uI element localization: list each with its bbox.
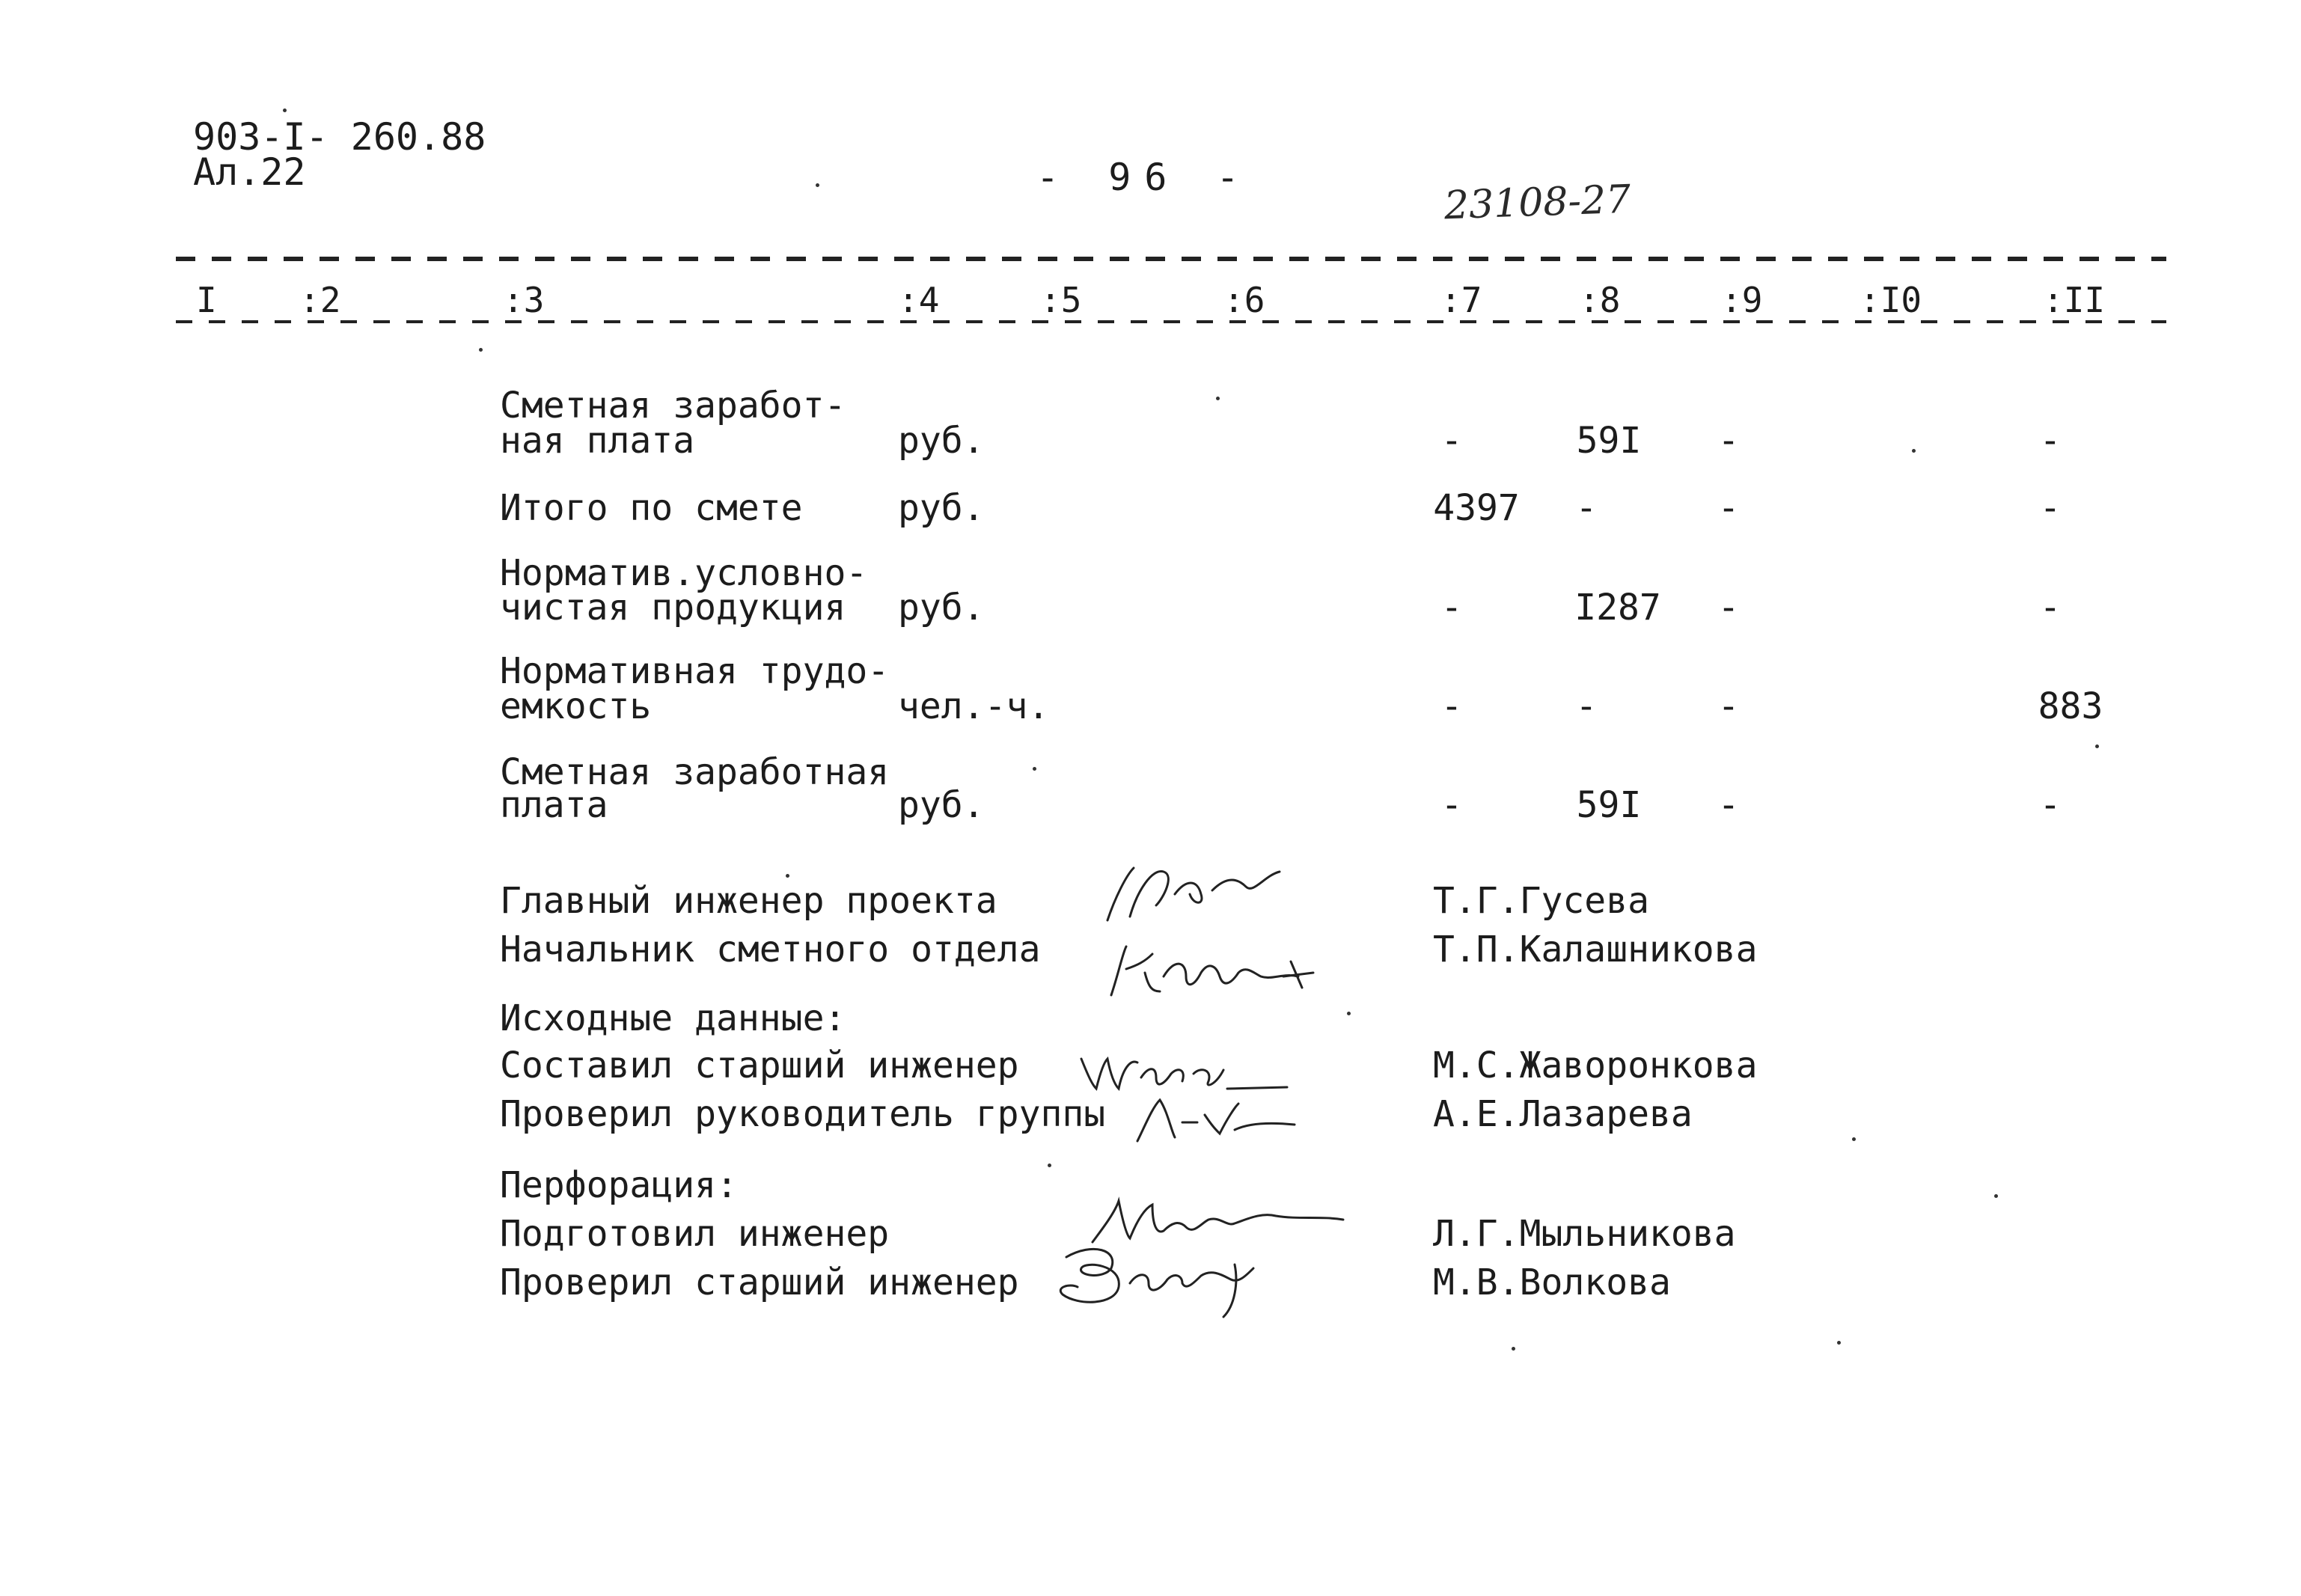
handwritten-inventory-number: 23108-27 [1443,177,1632,229]
row-name-line2: емкость [500,685,652,727]
row-col8: - [1575,685,1598,727]
row-col11: 883 [2038,685,2103,727]
row-col9: - [1717,487,1740,529]
row-unit: руб. [898,420,985,462]
scan-speck [816,183,819,187]
page-number: - 96 - [1036,156,1253,199]
row-col9: - [1717,420,1740,462]
row-col7: - [1440,784,1463,826]
prepared-title: Подготовил инженер [500,1213,890,1255]
scan-speck [1048,1164,1051,1167]
column-number: :3 [503,280,545,320]
checked-group-name: А.Е.Лазарева [1433,1093,1693,1135]
scan-speck [1512,1347,1515,1351]
row-col7: 4397 [1433,487,1520,529]
estimate-head-title: Начальник сметного отдела [500,929,1041,970]
scan-speck [1912,449,1916,453]
row-col8: I287 [1574,587,1661,629]
signature-lazareva [1122,1089,1302,1149]
row-col9: - [1717,587,1740,629]
scan-speck [1216,397,1220,400]
signature-kalashnikova [1104,932,1328,1006]
row-unit: руб. [898,587,985,629]
checked-senior-name: М.В.Волкова [1433,1262,1671,1303]
source-data-label: Исходные данные: [500,997,846,1039]
row-col7: - [1440,685,1463,727]
perforation-label: Перфорация: [500,1164,738,1206]
row-name-line1: Сметная заработ- [500,385,846,426]
prepared-name: Л.Г.Мыльникова [1433,1213,1736,1255]
row-unit: руб. [898,784,985,826]
row-col9: - [1717,784,1740,826]
row-name-line1: Сметная заработная [500,751,890,793]
column-number: :2 [299,280,341,320]
scan-speck [479,348,483,352]
row-unit: чел.-ч. [898,685,1050,727]
row-col8: - [1575,487,1598,529]
row-name-line2: ная плата [500,420,695,462]
row-name-line1: Норматив.условно- [500,552,868,594]
compiled-name: М.С.Жаворонкова [1433,1045,1758,1086]
row-col7: - [1440,587,1463,629]
scan-speck [1347,1012,1351,1015]
column-number: :7 [1440,280,1482,320]
document-code: 903-I- 260.88 [193,115,486,159]
signature-volkova [1048,1235,1287,1324]
chief-engineer-title: Главный инженер проекта [500,880,997,922]
album-number: Ал.22 [193,150,306,194]
row-name-line2: Итого по смете [500,487,803,529]
column-number: :5 [1040,280,1082,320]
column-number: I [196,280,217,320]
row-name-line2: плата [500,784,608,826]
column-number: :9 [1721,280,1763,320]
row-col8: 59I [1576,420,1642,462]
scan-speck [786,874,789,878]
column-number: :I0 [1860,280,1922,320]
row-col9: - [1717,685,1740,727]
column-number: :II [2043,280,2106,320]
scan-speck [1994,1194,1998,1198]
column-number: :6 [1223,280,1265,320]
compiled-title: Составил старший инженер [500,1045,1019,1086]
column-number-underline [176,320,2166,323]
row-name-line1: Нормативная трудо- [500,650,890,692]
row-col11: - [2039,487,2062,529]
column-number: :8 [1579,280,1621,320]
scan-speck [1033,767,1036,771]
column-number: :4 [898,280,940,320]
scan-speck [283,108,287,112]
scan-speck [2095,745,2099,748]
scan-speck [1837,1341,1841,1345]
row-col11: - [2039,587,2062,629]
scan-speck [1852,1137,1856,1141]
row-col11: - [2039,420,2062,462]
row-col8: 59I [1576,784,1642,826]
signature-gusева [1093,853,1317,928]
checked-group-title: Проверил руководитель группы [500,1093,1106,1135]
row-unit: руб. [898,487,985,529]
chief-engineer-name: Т.Г.Гусева [1433,880,1649,922]
checked-senior-title: Проверил старший инженер [500,1262,1019,1303]
estimate-head-name: Т.П.Калашникова [1433,929,1758,970]
row-col7: - [1440,420,1463,462]
header-dashed-rule [176,257,2166,261]
row-col11: - [2039,784,2062,826]
row-name-line2: чистая продукция [500,587,846,629]
